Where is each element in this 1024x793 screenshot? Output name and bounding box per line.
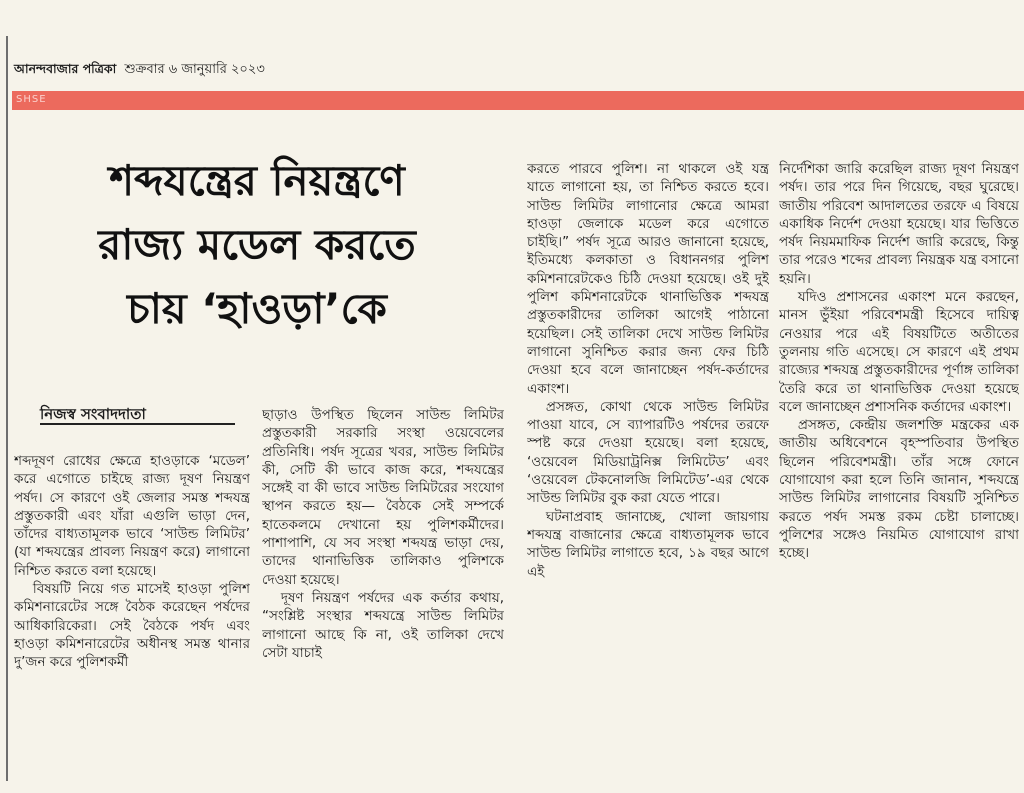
headline-line-2: রাজ্য মডেল করতে [98,220,416,269]
headline-line-1: শব্দযন্ত্রের নিয়ন্ত্রণে [109,156,405,205]
section-band [12,91,1024,110]
paragraph: নির্দেশিকা জারি করেছিল রাজ্য দূষণ নিয়ন্ত্রণ পর্ষদ। তার পরে দিন গিয়েছে, বছর ঘুরেছে। জাতীয় পরিবেশ আদালতের তরফে এ বিষয়ে একাধিক নির্দেশ দেওয়া হয়েছে। যার ভিত্তিতে পর্ষদ নিয়মমাফিক নির্দেশ জারি করেছে, কিন্তু তার পরেও শব্দের প্রাবল্য নিয়ন্ত্রক যন্ত্র বসানো হয়নি। [779,161,1019,287]
article-column-3 [527,160,769,772]
paper-edge [6,36,8,781]
paragraph: যদিও প্রশাসনের একাংশ মনে করছেন, মানস ভুঁইয়া পরিবেশমন্ত্রী হিসেবে দায়িত্ব নেওয়ার পরে এই বিষয়টিতে অতীতের তুলনায় গতি এসেছে। সে কারণে এই প্রথম রাজ্যের শব্দযন্ত্র প্রস্তুতকারীদের পূর্ণাঙ্গ তালিকা তৈরি করে তা থানাভিত্তিক দেওয়া হয়েছে বলে জানাচ্ছেন প্রশাসনিক কর্তাদের একাংশ। [779,289,1019,415]
paragraph: ছাড়াও উপস্থিত ছিলেন সাউন্ড লিমিটর প্রস্তুতকারী সরকারি সংস্থা ওয়েবেলের প্রতিনিধি। পর্ষদ সূত্রের খবর, সাউন্ড লিমিটর কী, সেটি কী ভাবে কাজ করে, শব্দযন্ত্রের সঙ্গেই বা কী ভাবে সাউন্ড লিমিটরের সংযোগ স্থাপন করতে হয়— বৈঠকে সেই সম্পর্কে হাতেকলমে দেখানো হয় পুলিশকর্মীদের। পাশাপাশি, যে সব সংস্থা শব্দযন্ত্র ভাড়া দেয়, তাদের থানাভিত্তিক তালিকাও পুলিশকে দেওয়া হয়েছে। [262,407,504,588]
headline [16,149,498,341]
paragraph: ঘটনাপ্রবাহ জানাচ্ছে, খোলা জায়গায় শব্দযন্ত্র বাজানোর ক্ষেত্রে বাধ্যতামূলক ভাবে সাউন্ড লিমিটর লাগাতে হবে, ১৯ বছর আগে এই [527,508,769,580]
article-column-2 [262,406,504,676]
section-tag: SHSE [16,94,47,105]
paragraph: প্রসঙ্গত, কেন্দ্রীয় জলশক্তি মন্ত্রকের এক জাতীয় অধিবেশনে বৃহস্পতিবার উপস্থিত ছিলেন পরিবেশমন্ত্রী। তাঁর সঙ্গে ফোনে যোগাযোগ করা হলে তিনি জানান, শব্দযন্ত্রে সাউন্ড লিমিটর লাগানোর বিষয়টি সুনিশ্চিত করতে পর্ষদ সমস্ত রকম চেষ্টা চালাচ্ছে। পুলিশের সঙ্গেও নিয়মিত যোগাযোগ রাখা হচ্ছে। [779,417,1019,562]
paragraph: বিষয়টি নিয়ে গত মাসেই হাওড়া পুলিশ কমিশনারেটের সঙ্গে বৈঠক করেছেন পর্ষদের আধিকারিকেরা। সেই বৈঠকে পর্ষদ এবং হাওড়া কমিশনারেটের অধীনস্থ সমস্ত থানার দু’জন করে পুলিশকর্মী [14,581,250,671]
byline-underline [40,423,235,425]
issue-date: শুক্রবার ৬ জানুয়ারি ২০২৩ [124,62,265,77]
paragraph: দূষণ নিয়ন্ত্রণ পর্ষদের এক কর্তার কথায়, “সংশ্লিষ্ট সংস্থার শব্দযন্ত্রে সাউন্ড লিমিটর লাগানো আছে কি না, ওই তালিকা দেখে সেটা যাচাই [262,589,504,661]
article-column-1 [14,452,250,778]
headline-line-3: চায় ‘হাওড়া’কে [127,284,387,333]
article-column-4 [779,160,1019,788]
paragraph: করতে পারবে পুলিশ। না থাকলে ওই যন্ত্র যাতে লাগানো হয়, তা নিশ্চিত করতে হবে। সাউন্ড লিমিটর লাগানোর ক্ষেত্রে আমরা হাওড়া জেলাকে মডেল করে এগোতে চাইছি।” পর্ষদ সূত্রে আরও জানানো হয়েছে, ইতিমধ্যে কলকাতা ও বিধাননগর পুলিশ কমিশনারেটকেও চিঠি দেওয়া হয়েছে। ওই দুই পুলিশ কমিশনারেটকে থানাভিত্তিক শব্দযন্ত্র প্রস্তুতকারীদের তালিকা আগেই পাঠানো হয়েছিল। সেই তালিকা দেখে সাউন্ড লিমিটর লাগানো সুনিশ্চিত করার জন্য ফের চিঠি দেওয়া হবে বলে জানাচ্ছেন পর্ষদ-কর্তাদের একাংশ। [527,161,769,397]
paragraph: শব্দদূষণ রোধের ক্ষেত্রে হাওড়াকে ‘মডেল’ করে এগোতে চাইছে রাজ্য দূষণ নিয়ন্ত্রণ পর্ষদ। সে কারণে ওই জেলার সমস্ত শব্দযন্ত্র প্রস্তুতকারী এবং যাঁরা এগুলি ভাড়া দেন, তাঁদের বাধ্যতামূলক ভাবে ‘সাউন্ড লিমিটর’ (যা শব্দযন্ত্রের প্রাবল্য নিয়ন্ত্রণ করে) লাগানো নিশ্চিত করতে বলা হয়েছে। [14,453,250,579]
byline: নিজস্ব সংবাদদাতা [40,405,146,423]
masthead [14,61,265,78]
paragraph: প্রসঙ্গত, কোথা থেকে সাউন্ড লিমিটর পাওয়া যাবে, সে ব্যাপারটিও পর্ষদের তরফে স্পষ্ট করে দেওয়া হয়েছে। বলা হয়েছে, ‘ওয়েবেল মিডিয়াট্রনিক্স লিমিটেড’ এবং ‘ওয়েবেল টেকনোলজি লিমিটেড’-এর থেকে সাউন্ড লিমিটর বুক করা যেতে পারে। [527,398,769,507]
newspaper-name: আনন্দবাজার পত্রিকা [14,61,117,76]
